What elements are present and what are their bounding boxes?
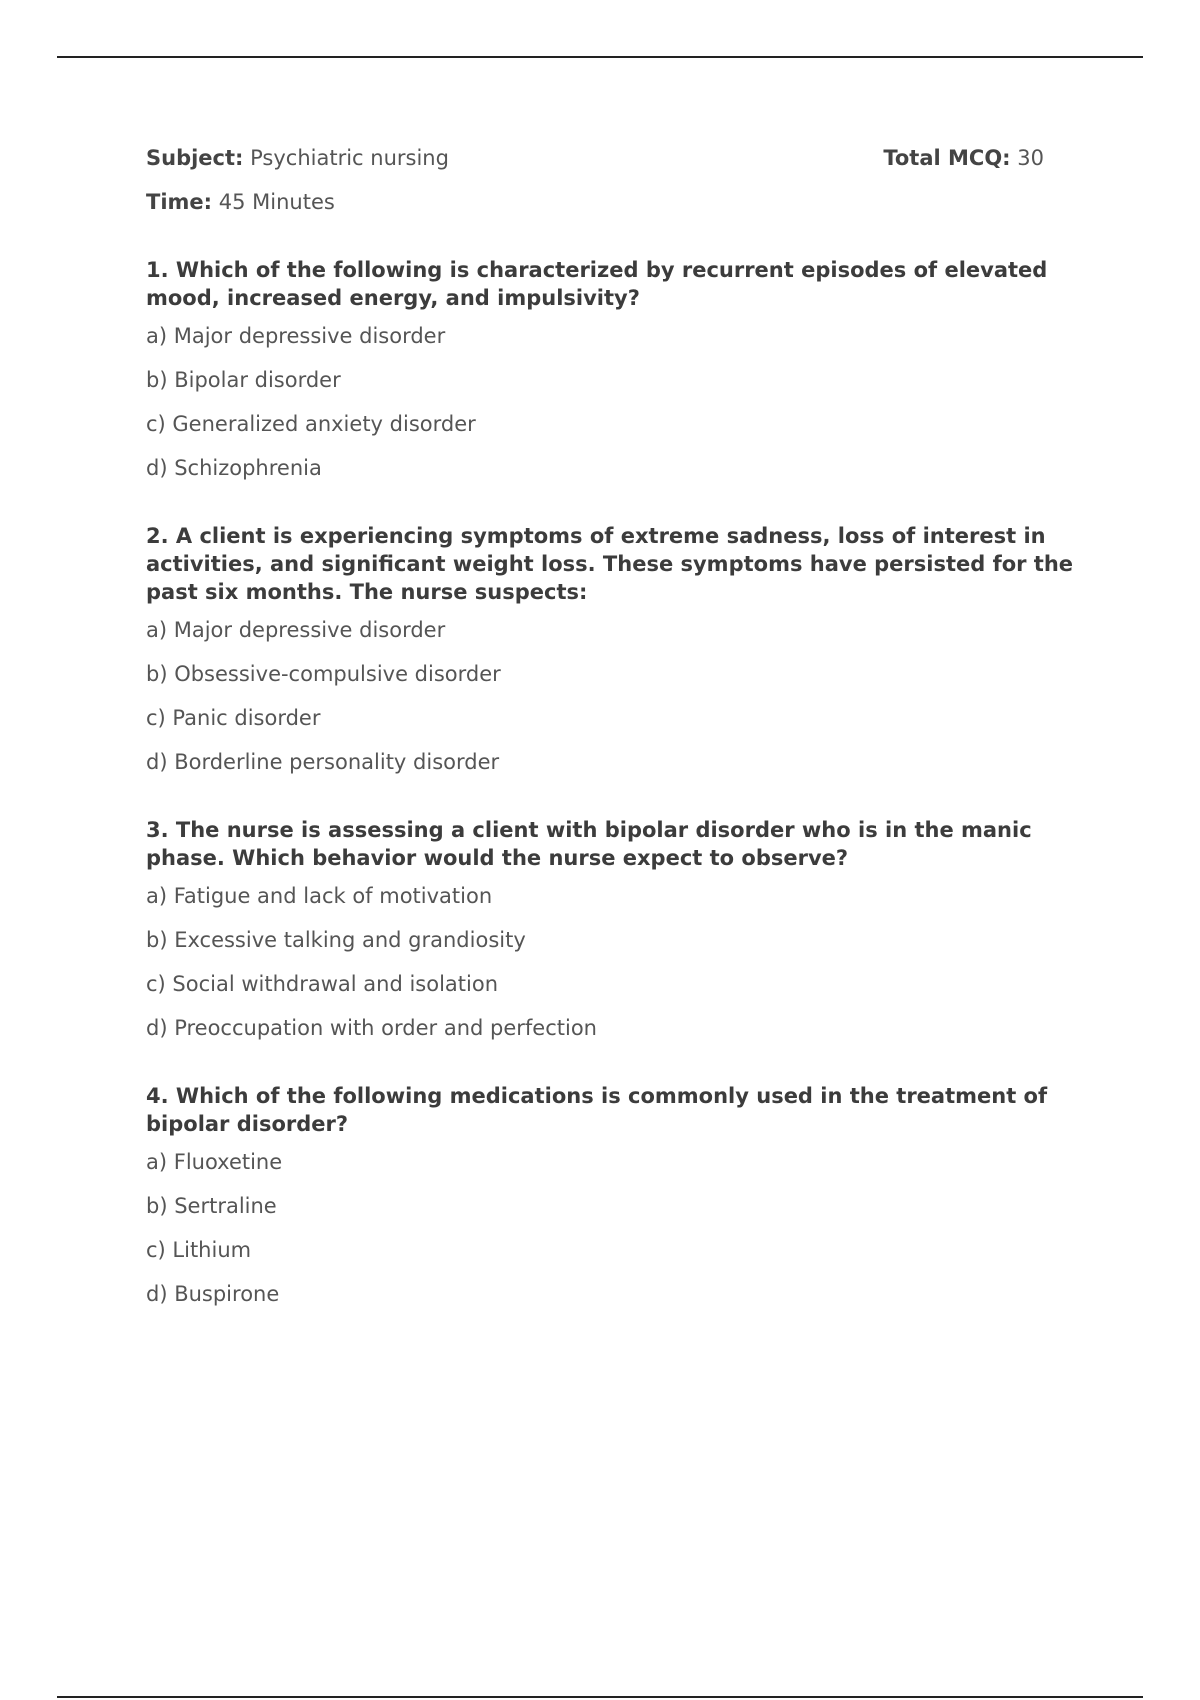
option-d: d) Schizophrenia — [146, 456, 322, 480]
subject-row — [146, 142, 1086, 174]
option-c: c) Lithium — [146, 1238, 252, 1262]
question-text: 1. Which of the following is characterized by recurrent episodes of elevated mood, increased energy, and impulsivity? — [146, 258, 1048, 310]
time-block — [146, 186, 335, 218]
time-label: Time: — [146, 190, 213, 214]
question-2 — [146, 522, 1086, 778]
question-1 — [146, 256, 1086, 484]
option-d: d) Preoccupation with order and perfection — [146, 1016, 597, 1040]
exam-page — [146, 142, 1086, 1310]
subject-label: Subject: — [146, 146, 244, 170]
option-a: a) Major depressive disorder — [146, 618, 446, 642]
option-c: c) Social withdrawal and isolation — [146, 972, 499, 996]
question-text: 4. Which of the following medications is commonly used in the treatment of bipolar disorder? — [146, 1084, 1048, 1136]
option-b: b) Obsessive-compulsive disorder — [146, 662, 501, 686]
option-d: d) Buspirone — [146, 1282, 280, 1306]
question-text: 2. A client is experiencing symptoms of extreme sadness, loss of interest in activities, and significant weight loss. These symptoms have persisted for the past six months. The nurse suspects: — [146, 524, 1074, 604]
subject-value: Psychiatric nursing — [250, 146, 449, 170]
option-b: b) Excessive talking and grandiosity — [146, 928, 526, 952]
option-d: d) Borderline personality disorder — [146, 750, 500, 774]
time-value: 45 Minutes — [218, 190, 335, 214]
option-c: c) Panic disorder — [146, 706, 321, 730]
option-a: a) Major depressive disorder — [146, 324, 446, 348]
bottom-rule — [57, 1696, 1143, 1698]
subject-block — [146, 142, 449, 174]
option-b: b) Sertraline — [146, 1194, 277, 1218]
option-b: b) Bipolar disorder — [146, 368, 341, 392]
question-3 — [146, 816, 1086, 1044]
option-a: a) Fluoxetine — [146, 1150, 283, 1174]
option-c: c) Generalized anxiety disorder — [146, 412, 476, 436]
total-mcq-block — [883, 142, 1044, 174]
top-rule — [57, 56, 1143, 58]
question-text: 3. The nurse is assessing a client with bipolar disorder who is in the manic phase. Which behavior would the nurse expect to observe? — [146, 818, 1032, 870]
total-mcq-value: 30 — [1017, 146, 1044, 170]
time-row — [146, 186, 1086, 218]
total-mcq-label: Total MCQ: — [883, 146, 1011, 170]
option-a: a) Fatigue and lack of motivation — [146, 884, 493, 908]
question-4 — [146, 1082, 1086, 1310]
